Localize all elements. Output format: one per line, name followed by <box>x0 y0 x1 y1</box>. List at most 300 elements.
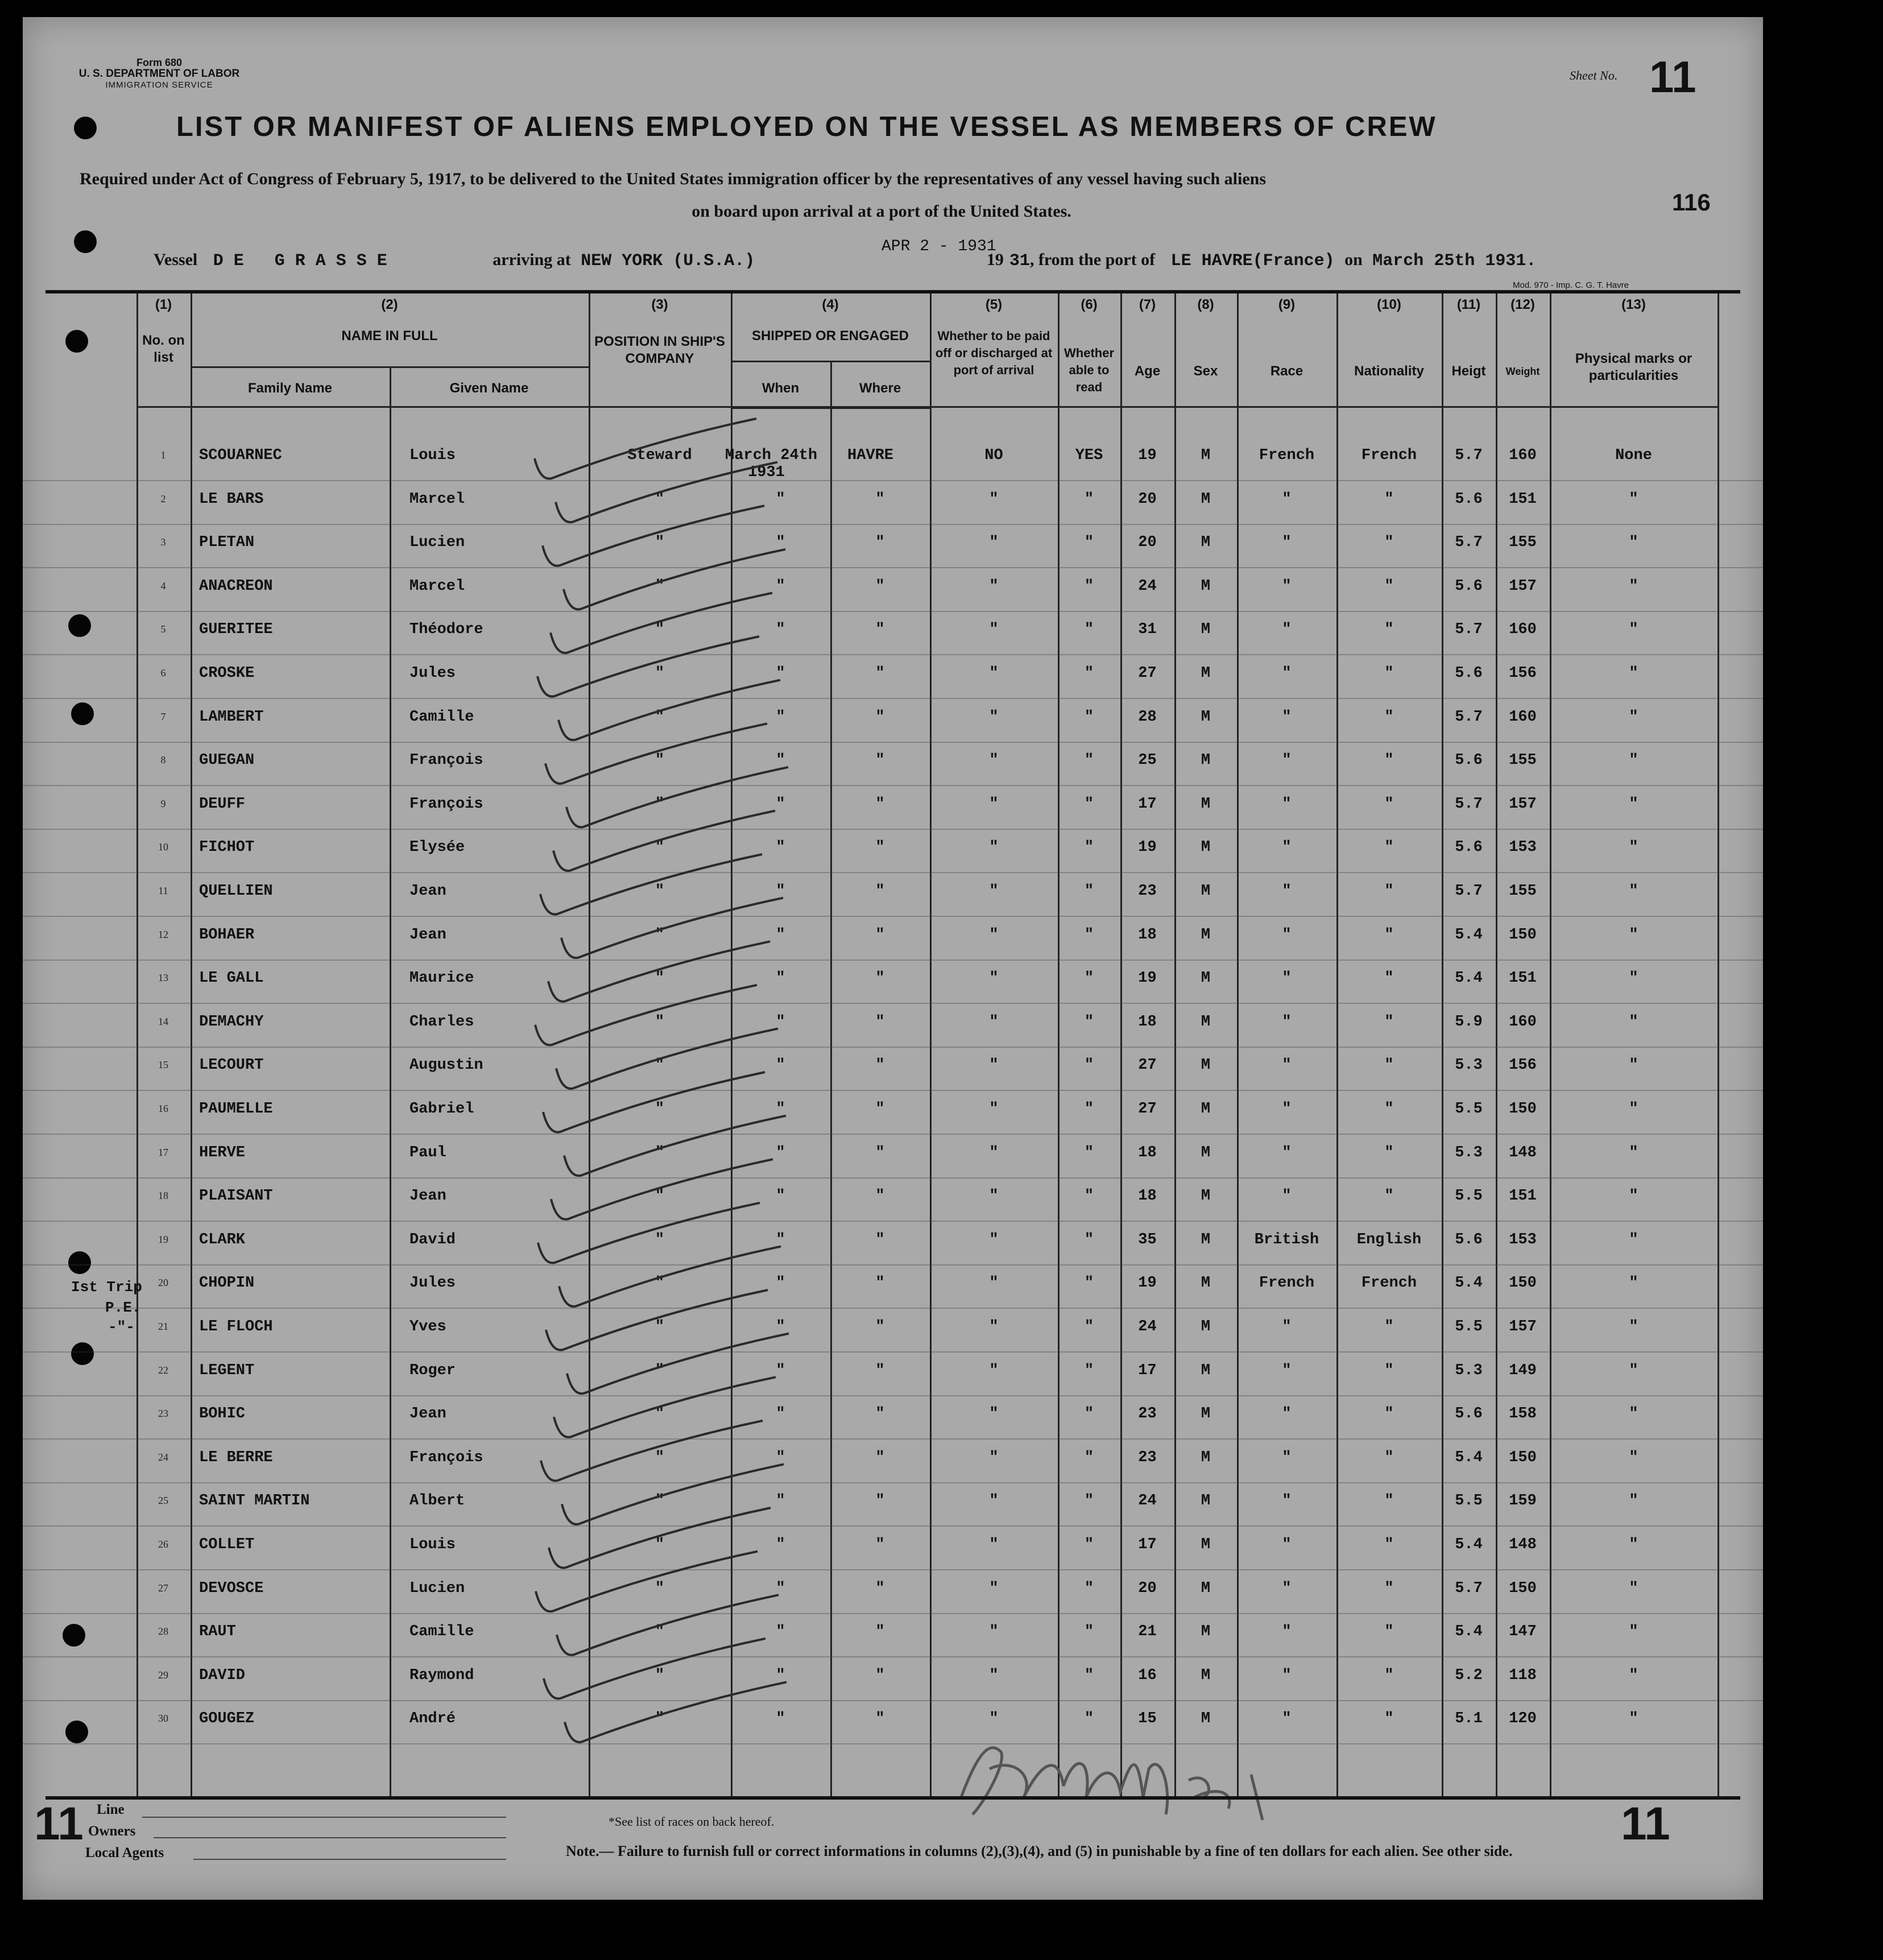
able-to-read-ditto: " <box>1084 1101 1094 1118</box>
vessel-name: DE GRASSE <box>213 251 398 271</box>
given-name: Camille <box>409 708 474 726</box>
shipped-where-ditto: " <box>875 1405 885 1423</box>
family-name: PLAISANT <box>199 1188 273 1205</box>
marks-ditto: " <box>1629 926 1638 944</box>
shipped-where-ditto: " <box>875 1013 885 1031</box>
marks-ditto: " <box>1629 1231 1638 1248</box>
penalty-note: Note.— Failure to furnish full or correct informations in columns (2),(3),(4), and (5) in punishable by a fine of ten dollars for each alien. See other side. <box>566 1843 1513 1859</box>
able-to-read-ditto: " <box>1084 970 1094 987</box>
row-number: 14 <box>158 1015 168 1027</box>
sheet-number-stamp-left: 11 <box>34 1798 84 1850</box>
family-name: GOUGEZ <box>199 1710 255 1728</box>
arriving-label: arriving at <box>493 250 571 269</box>
paid-off-ditto: " <box>989 970 999 987</box>
checkmark-icon <box>538 1203 760 1263</box>
age-value: 17 <box>1138 795 1157 813</box>
shipped-where-ditto: " <box>875 839 885 857</box>
marks-ditto: " <box>1629 1188 1638 1205</box>
paid-off-ditto: " <box>989 839 999 857</box>
height-value: 5.9 <box>1455 1013 1483 1031</box>
family-name: DEUFF <box>199 795 246 813</box>
height-value: 5.3 <box>1455 1144 1483 1161</box>
shipped-where-value: HAVRE <box>847 447 894 464</box>
race-ditto: " <box>1282 1188 1292 1205</box>
checkmark-icon <box>537 636 759 697</box>
paid-off-ditto: " <box>989 1492 999 1510</box>
checkmark-icon <box>535 985 757 1045</box>
agency-name: U. S. DEPARTMENT OF LABOR <box>78 68 240 80</box>
shipped-where-ditto: " <box>875 795 885 813</box>
weight-value: 151 <box>1509 970 1537 987</box>
position-ditto: " <box>655 1405 665 1423</box>
nationality-ditto: " <box>1384 708 1394 726</box>
nationality-ditto: " <box>1384 1449 1394 1466</box>
margin-note-ditto: -"- <box>108 1318 135 1335</box>
weight-value: 155 <box>1509 534 1537 552</box>
sex-value: M <box>1201 447 1211 464</box>
weight-value: 155 <box>1509 752 1537 770</box>
shipped-when-ditto: " <box>776 621 785 639</box>
shipped-when-ditto: " <box>776 1318 785 1335</box>
shipped-when-ditto: " <box>776 795 785 813</box>
family-name: LE BERRE <box>199 1449 273 1466</box>
printer-note: Mod. 970 - Imp. C. G. T. Havre <box>1513 280 1629 290</box>
shipped-when-ditto: " <box>776 1710 785 1728</box>
position-ditto: " <box>655 1275 665 1292</box>
row-number: 12 <box>158 928 168 940</box>
shipped-where-ditto: " <box>875 752 885 770</box>
age-value: 19 <box>1138 447 1157 464</box>
marks-ditto: " <box>1629 1362 1638 1379</box>
col-head-sex: Sex <box>1193 363 1218 379</box>
given-name: Louis <box>409 447 456 464</box>
marks-ditto: " <box>1629 1667 1638 1684</box>
given-name: Jean <box>409 1405 446 1423</box>
shipped-where-ditto: " <box>875 534 885 552</box>
position-ditto: " <box>655 665 665 682</box>
shipped-where-ditto: " <box>875 970 885 987</box>
weight-value: 149 <box>1509 1362 1537 1379</box>
race-ditto: " <box>1282 490 1292 508</box>
given-name: David <box>409 1231 456 1248</box>
shipped-where-ditto: " <box>875 490 885 508</box>
nationality-ditto: " <box>1384 1057 1394 1074</box>
given-name: Elysée <box>409 839 465 857</box>
given-name: François <box>409 795 483 813</box>
row-number: 7 <box>160 710 166 722</box>
race-ditto: " <box>1282 839 1292 857</box>
race-ditto: " <box>1282 1623 1292 1641</box>
weight-value: 160 <box>1509 621 1537 639</box>
sex-value: M <box>1201 926 1211 944</box>
family-name: DEMACHY <box>199 1013 264 1031</box>
paid-off-ditto: " <box>989 1667 999 1684</box>
checkmark-icon <box>561 898 783 958</box>
from-label: , from the port of <box>1029 250 1156 269</box>
row-number: 15 <box>158 1059 168 1071</box>
sex-value: M <box>1201 752 1211 770</box>
age-value: 18 <box>1138 926 1157 944</box>
checkmark-icon <box>564 1116 786 1176</box>
nationality-ditto: " <box>1384 1579 1394 1597</box>
race-ditto: " <box>1282 1362 1292 1379</box>
sex-value: M <box>1201 1667 1211 1684</box>
footer-agents-label: Local Agents <box>85 1845 164 1860</box>
nationality-ditto: " <box>1384 795 1394 813</box>
paid-off-ditto: " <box>989 1057 999 1074</box>
checkmark-icon <box>540 854 762 915</box>
weight-value: 155 <box>1509 883 1537 900</box>
family-name: CROSKE <box>199 665 255 682</box>
footnote-races: *See list of races on back hereof. <box>609 1814 775 1829</box>
col-number-10: (10) <box>1377 297 1401 312</box>
shipped-where-ditto: " <box>875 883 885 900</box>
row-number: 1 <box>160 449 166 461</box>
able-to-read-ditto: " <box>1084 1405 1094 1423</box>
position-ditto: " <box>655 926 665 944</box>
height-value: 5.4 <box>1455 970 1483 987</box>
family-name: SCOUARNEC <box>199 447 282 464</box>
col-number-5: (5) <box>985 297 1003 312</box>
marks-ditto: " <box>1629 665 1638 682</box>
age-value: 31 <box>1138 621 1157 639</box>
height-value: 5.7 <box>1455 1579 1483 1597</box>
height-value: 5.1 <box>1455 1710 1483 1728</box>
year-suffix: 31 <box>1009 251 1030 271</box>
age-value: 24 <box>1138 1492 1157 1510</box>
position-ditto: " <box>655 883 665 900</box>
position-value: Steward <box>627 447 692 464</box>
able-to-read-ditto: " <box>1084 1188 1094 1205</box>
sex-value: M <box>1201 1013 1211 1031</box>
paid-off-ditto: " <box>989 1144 999 1161</box>
weight-value: 156 <box>1509 1057 1537 1074</box>
able-to-read-ditto: " <box>1084 883 1094 900</box>
marks-ditto: " <box>1629 1275 1638 1292</box>
race-ditto: " <box>1282 1449 1292 1466</box>
family-name: HERVE <box>199 1144 246 1161</box>
col-head-height: Heigt <box>1451 363 1486 379</box>
shipped-when-ditto: " <box>776 1101 785 1118</box>
nationality-ditto: " <box>1384 1188 1394 1205</box>
family-name: PLETAN <box>199 534 255 552</box>
position-ditto: " <box>655 1231 665 1248</box>
given-name: Théodore <box>409 621 483 639</box>
row-number: 4 <box>160 580 166 592</box>
family-name: ANACREON <box>199 577 273 595</box>
age-value: 27 <box>1138 1101 1157 1118</box>
checkmark-icon <box>544 1639 765 1699</box>
position-ditto: " <box>655 1449 665 1466</box>
sheet-number-stamp-right: 11 <box>1621 1798 1670 1850</box>
col-number-2: (2) <box>381 297 398 312</box>
marks-ditto: " <box>1629 1144 1638 1161</box>
row-number: 18 <box>158 1190 168 1202</box>
height-value: 5.6 <box>1455 839 1483 857</box>
shipped-when-ditto: " <box>776 1231 785 1248</box>
paid-off-ditto: " <box>989 1231 999 1248</box>
row-number: 24 <box>158 1451 168 1463</box>
position-ditto: " <box>655 577 665 595</box>
row-number: 20 <box>158 1277 168 1289</box>
col-head-family: Family Name <box>247 381 333 396</box>
able-to-read-ditto: " <box>1084 1667 1094 1684</box>
race-ditto: " <box>1282 534 1292 552</box>
race-ditto: " <box>1282 1144 1292 1161</box>
given-name: Jean <box>409 926 446 944</box>
race-ditto: " <box>1282 795 1292 813</box>
footer-agents-rule <box>193 1859 506 1860</box>
age-value: 17 <box>1138 1362 1157 1379</box>
weight-value: 150 <box>1509 1101 1537 1118</box>
weight-value: 157 <box>1509 795 1537 813</box>
paid-off-ditto: " <box>989 1623 999 1641</box>
col-head-paid-off: Whether to be paid off or discharged at port of arrival <box>935 329 1053 377</box>
marks-ditto: " <box>1629 1101 1638 1118</box>
height-value: 5.6 <box>1455 1231 1483 1248</box>
nationality-ditto: " <box>1384 839 1394 857</box>
given-name: Maurice <box>409 970 474 987</box>
row-number: 8 <box>160 754 166 766</box>
race-ditto: " <box>1282 1667 1292 1684</box>
race-value: French <box>1259 447 1315 464</box>
nationality-value: English <box>1356 1231 1422 1248</box>
weight-value: 157 <box>1509 1318 1537 1335</box>
sex-value: M <box>1201 1318 1211 1335</box>
col-number-12: (12) <box>1510 297 1535 312</box>
marks-ditto: " <box>1629 839 1638 857</box>
position-ditto: " <box>655 1362 665 1379</box>
paid-off-ditto: " <box>989 1405 999 1423</box>
nationality-ditto: " <box>1384 1623 1394 1641</box>
page-number: 116 <box>1672 189 1711 216</box>
shipped-where-ditto: " <box>875 1144 885 1161</box>
race-ditto: " <box>1282 621 1292 639</box>
age-value: 21 <box>1138 1623 1157 1641</box>
weight-value: 157 <box>1509 577 1537 595</box>
col-head-age: Age <box>1134 363 1161 379</box>
weight-value: 150 <box>1509 926 1537 944</box>
weight-value: 148 <box>1509 1144 1537 1161</box>
marks-ditto: " <box>1629 1013 1638 1031</box>
checkmark-icon <box>567 1334 789 1394</box>
able-to-read-ditto: " <box>1084 1536 1094 1553</box>
form-agency-block <box>74 57 245 91</box>
checkmark-icon <box>551 1159 773 1219</box>
weight-value: 151 <box>1509 490 1537 508</box>
checkmark-icon <box>543 1072 765 1132</box>
race-ditto: " <box>1282 1405 1292 1423</box>
marks-ditto: " <box>1629 1710 1638 1728</box>
given-name: François <box>409 752 483 770</box>
row-number: 22 <box>158 1364 168 1376</box>
checkmark-icon <box>556 1028 778 1089</box>
position-ditto: " <box>655 839 665 857</box>
col-head-able-to-read: Whether able to read <box>1064 346 1114 394</box>
race-ditto: " <box>1282 926 1292 944</box>
given-name: Paul <box>409 1144 446 1161</box>
shipped-where-ditto: " <box>875 926 885 944</box>
able-to-read-ditto: " <box>1084 1710 1094 1728</box>
race-ditto: " <box>1282 1492 1292 1510</box>
col-head-marks: Physical marks or particularities <box>1575 351 1692 383</box>
marks-ditto: " <box>1629 1536 1638 1553</box>
checkmark-icon <box>551 593 772 653</box>
checkmarks-overlay <box>23 293 1763 1796</box>
height-value: 5.7 <box>1455 447 1483 464</box>
col-head-name: NAME IN FULL <box>341 328 438 344</box>
family-name: QUELLIEN <box>199 883 273 900</box>
height-value: 5.3 <box>1455 1362 1483 1379</box>
sex-value: M <box>1201 577 1211 595</box>
checkmark-icon <box>554 1377 776 1437</box>
checkmark-icon <box>562 1464 784 1524</box>
sheet-number-value: 11 <box>1649 52 1696 102</box>
able-to-read-ditto: " <box>1084 1449 1094 1466</box>
checkmark-icon <box>566 767 788 828</box>
shipped-when-ditto: " <box>776 1449 785 1466</box>
race-ditto: " <box>1282 883 1292 900</box>
position-ditto: " <box>655 1536 665 1553</box>
checkmark-icon <box>549 1508 771 1568</box>
sex-value: M <box>1201 1144 1211 1161</box>
given-name: Raymond <box>409 1667 474 1684</box>
given-name: Gabriel <box>409 1101 474 1118</box>
sex-value: M <box>1201 1231 1211 1248</box>
age-value: 23 <box>1138 1405 1157 1423</box>
paid-off-ditto: " <box>989 490 999 508</box>
given-name: Yves <box>409 1318 446 1335</box>
position-ditto: " <box>655 534 665 552</box>
able-to-read-ditto: " <box>1084 926 1094 944</box>
paid-off-ditto: " <box>989 534 999 552</box>
family-name: SAINT MARTIN <box>199 1492 310 1510</box>
shipped-when-ditto: " <box>776 1623 785 1641</box>
shipped-when-year: 1931 <box>748 464 785 481</box>
weight-value: 150 <box>1509 1579 1537 1597</box>
height-value: 5.7 <box>1455 621 1483 639</box>
race-ditto: " <box>1282 665 1292 682</box>
shipped-where-ditto: " <box>875 1536 885 1553</box>
paid-off-ditto: " <box>989 1101 999 1118</box>
shipped-when-ditto: " <box>776 970 785 987</box>
from-port: LE HAVRE(France) <box>1170 251 1335 271</box>
shipped-when-ditto: " <box>776 1013 785 1031</box>
sex-value: M <box>1201 1536 1211 1553</box>
nationality-value: French <box>1361 447 1417 464</box>
height-value: 5.7 <box>1455 883 1483 900</box>
height-value: 5.6 <box>1455 752 1483 770</box>
height-value: 5.5 <box>1455 1101 1483 1118</box>
weight-value: 147 <box>1509 1623 1537 1641</box>
given-name: Roger <box>409 1362 456 1379</box>
age-value: 15 <box>1138 1710 1157 1728</box>
position-ditto: " <box>655 1144 665 1161</box>
col-head-given: Given Name <box>449 381 529 396</box>
family-name: DEVOSCE <box>199 1579 264 1597</box>
row-number: 19 <box>158 1233 168 1245</box>
age-value: 20 <box>1138 534 1157 552</box>
marks-ditto: " <box>1629 708 1638 726</box>
height-value: 5.4 <box>1455 1536 1483 1553</box>
weight-value: 153 <box>1509 1231 1537 1248</box>
height-value: 5.6 <box>1455 1405 1483 1423</box>
paid-off-ditto: " <box>989 1013 999 1031</box>
position-ditto: " <box>655 490 665 508</box>
position-ditto: " <box>655 1013 665 1031</box>
height-value: 5.4 <box>1455 1623 1483 1641</box>
col-head-shipped: SHIPPED OR ENGAGED <box>751 328 909 344</box>
paid-off-value: NO <box>984 447 1003 464</box>
col-head-when: When <box>762 381 800 396</box>
age-value: 20 <box>1138 490 1157 508</box>
checkmark-icon <box>548 941 770 1002</box>
paid-off-ditto: " <box>989 1710 999 1728</box>
checkmark-icon <box>565 1682 787 1742</box>
weight-value: 148 <box>1509 1536 1537 1553</box>
paid-off-ditto: " <box>989 795 999 813</box>
col-head-position: POSITION IN SHIP'S COMPANY <box>594 334 725 366</box>
race-ditto: " <box>1282 970 1292 987</box>
race-ditto: " <box>1282 1318 1292 1335</box>
nationality-ditto: " <box>1384 970 1394 987</box>
checkmark-icon <box>556 462 777 523</box>
crew-table <box>23 293 1763 1796</box>
marks-ditto: " <box>1629 1057 1638 1074</box>
age-value: 19 <box>1138 839 1157 857</box>
weight-value: 159 <box>1509 1492 1537 1510</box>
family-name: PAUMELLE <box>199 1101 273 1118</box>
marks-ditto: " <box>1629 1449 1638 1466</box>
nationality-ditto: " <box>1384 1492 1394 1510</box>
col-number-1: (1) <box>155 297 172 312</box>
shipped-where-ditto: " <box>875 665 885 682</box>
nationality-ditto: " <box>1384 577 1394 595</box>
family-name: RAUT <box>199 1623 236 1641</box>
shipped-when-ditto: " <box>776 1144 785 1161</box>
paid-off-ditto: " <box>989 665 999 682</box>
nationality-ditto: " <box>1384 1710 1394 1728</box>
age-value: 19 <box>1138 1275 1157 1292</box>
race-ditto: " <box>1282 1013 1292 1031</box>
shipped-when-ditto: " <box>776 1362 785 1379</box>
shipped-when-ditto: " <box>776 1667 785 1684</box>
sex-value: M <box>1201 970 1211 987</box>
marks-ditto: " <box>1629 534 1638 552</box>
shipped-when-ditto: " <box>776 1579 785 1597</box>
checkmark-icon <box>545 723 767 784</box>
position-ditto: " <box>655 970 665 987</box>
checkmark-icon <box>541 1421 763 1481</box>
shipped-where-ditto: " <box>875 1318 885 1335</box>
row-number: 9 <box>160 797 166 809</box>
form-number: Form 680 <box>136 57 183 68</box>
shipped-where-ditto: " <box>875 1362 885 1379</box>
row-number: 10 <box>158 841 168 853</box>
given-name: Albert <box>409 1492 465 1510</box>
race-ditto: " <box>1282 1101 1292 1118</box>
nationality-ditto: " <box>1384 926 1394 944</box>
col-head-no: No. on list <box>142 333 185 365</box>
nationality-ditto: " <box>1384 1144 1394 1161</box>
marks-ditto: " <box>1629 1623 1638 1641</box>
checkmark-icon <box>553 811 775 871</box>
marks-ditto: " <box>1629 1318 1638 1335</box>
sex-value: M <box>1201 708 1211 726</box>
height-value: 5.4 <box>1455 1449 1483 1466</box>
nationality-ditto: " <box>1384 1318 1394 1335</box>
able-to-read-ditto: " <box>1084 577 1094 595</box>
